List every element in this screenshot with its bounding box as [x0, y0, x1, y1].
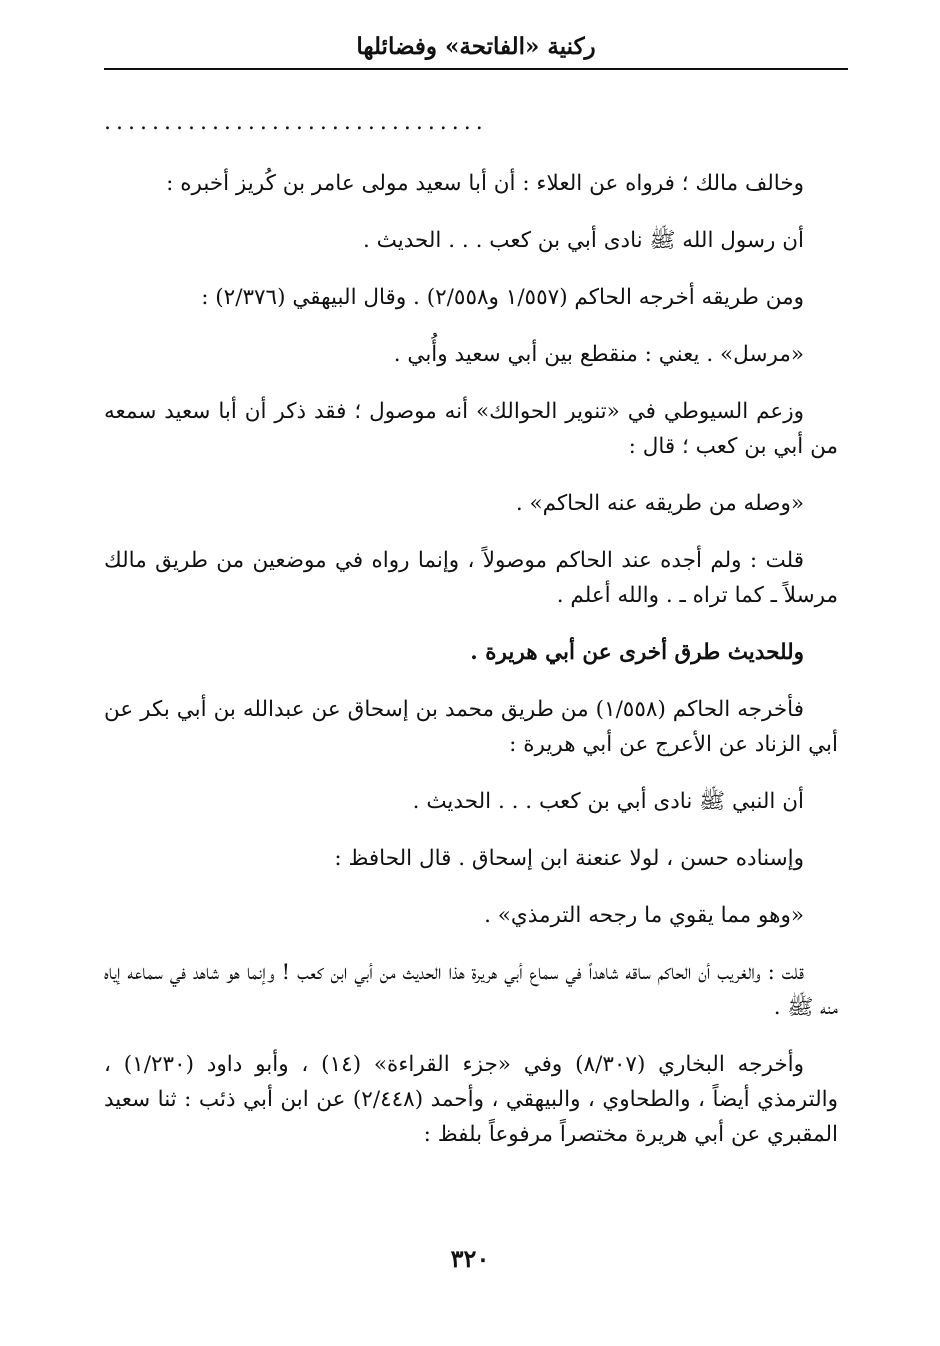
- section-heading: وللحديث طرق أخرى عن أبي هريرة .: [470, 640, 804, 665]
- header-rule: [104, 68, 848, 70]
- quote-line: «وهو مما يقوي ما رجحه الترمذي» .: [484, 903, 804, 928]
- paragraph: قلت : ولم أجده عند الحاكم موصولاً ، وإنما رواه في موضعين من طريق مالك مرسلاً ـ كما تراه ـ . والله أعلم .: [104, 548, 838, 608]
- page-number: ٣٢٠: [450, 1244, 490, 1273]
- paragraph: ومن طريقه أخرجه الحاكم (١/٥٥٧ و٢/٥٥٨) . وقال البيهقي (٢/٣٧٦) :: [201, 285, 804, 310]
- paragraph: قلت : والغريب أن الحاكم ساقه شاهداً في سماع أبي هريرة هذا الحديث من أبي ابن كعب ! وإنما هو شاهد في سماعه إياه منه ﷺ .: [104, 960, 838, 1020]
- quote-line: «وصله من طريقه عنه الحاكم» .: [515, 491, 804, 516]
- paragraph: وزعم السيوطي في «تنوير الحوالك» أنه موصول ؛ فقد ذكر أن أبا سعيد سمعه من أبي بن كعب ؛ قال :: [104, 399, 838, 459]
- paragraph: وخالف مالك ؛ فرواه عن العلاء : أن أبا سعيد مولى عامر بن كُريز أخبره :: [166, 171, 804, 196]
- dotted-separator: ................................: [104, 112, 488, 134]
- quote-line: أن النبي ﷺ نادى أبي بن كعب . . . الحديث .: [412, 789, 804, 814]
- paragraph: وأخرجه البخاري (٨/٣٠٧) وفي «جزء القراءة» (١٤) ، وأبو داود (١/٢٣٠) ، والترمذي أيضاً ، والطحاوي ، والبيهقي ، وأحمد (٢/٤٤٨) عن ابن أبي ذئب : ثنا سعيد المقبري عن أبي هريرة مختصراً مرفوعاً بلفظ :: [104, 1052, 838, 1147]
- paragraph: فأخرجه الحاكم (١/٥٥٨) من طريق محمد بن إسحاق عن عبدالله بن أبي بكر عن أبي الزناد عن الأعرج عن أبي هريرة :: [104, 697, 838, 757]
- running-header: ركنية «الفاتحة» وفضائلها: [356, 33, 596, 60]
- quote-line: «مرسل» . يعني : منقطع بين أبي سعيد وأُبي .: [393, 342, 804, 367]
- page-body: [104, 166, 838, 1174]
- quote-line: أن رسول الله ﷺ نادى أبي بن كعب . . . الحديث .: [362, 228, 804, 253]
- paragraph: وإسناده حسن ، لولا عنعنة ابن إسحاق . قال الحافظ :: [334, 846, 804, 871]
